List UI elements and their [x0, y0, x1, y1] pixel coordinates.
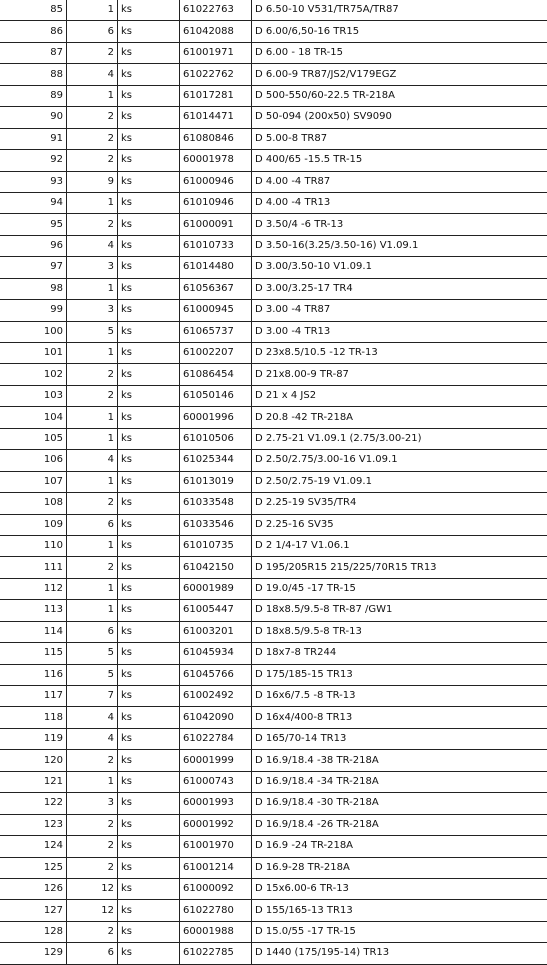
description-cell: D 16.9 -24 TR-218A [252, 836, 547, 857]
quantity-cell: 1 [67, 578, 118, 599]
table-row [0, 0, 547, 21]
description-cell: D 155/165-13 TR13 [252, 900, 547, 921]
row-number-cell: 123 [0, 814, 67, 835]
quantity-cell: 1 [67, 0, 118, 21]
description-cell: D 16x4/400-8 TR13 [252, 707, 547, 728]
table-row [0, 128, 547, 149]
table-row [0, 943, 547, 964]
description-cell: D 19.0/45 -17 TR-15 [252, 578, 547, 599]
row-number-cell: 89 [0, 85, 67, 106]
unit-cell: ks [118, 707, 180, 728]
description-cell: D 400/65 -15.5 TR-15 [252, 150, 547, 171]
unit-cell: ks [118, 128, 180, 149]
item-code-cell: 61017281 [180, 85, 252, 106]
table-row [0, 407, 547, 428]
description-cell: D 500-550/60-22.5 TR-218A [252, 85, 547, 106]
unit-cell: ks [118, 385, 180, 406]
unit-cell: ks [118, 150, 180, 171]
row-number-cell: 115 [0, 643, 67, 664]
row-number-cell: 98 [0, 278, 67, 299]
item-code-cell: 61010733 [180, 235, 252, 256]
unit-cell: ks [118, 300, 180, 321]
item-code-cell: 61022763 [180, 0, 252, 21]
item-code-cell: 60001988 [180, 921, 252, 942]
description-cell: D 5.00-8 TR87 [252, 128, 547, 149]
table-row [0, 514, 547, 535]
row-number-cell: 129 [0, 943, 67, 964]
quantity-cell: 9 [67, 171, 118, 192]
quantity-cell: 3 [67, 257, 118, 278]
table-row [0, 814, 547, 835]
unit-cell: ks [118, 107, 180, 128]
quantity-cell: 12 [67, 900, 118, 921]
unit-cell: ks [118, 364, 180, 385]
unit-cell: ks [118, 42, 180, 63]
row-number-cell: 111 [0, 557, 67, 578]
row-number-cell: 121 [0, 771, 67, 792]
unit-cell: ks [118, 278, 180, 299]
unit-cell: ks [118, 921, 180, 942]
description-cell: D 2.50/2.75-19 V1.09.1 [252, 471, 547, 492]
table-row [0, 450, 547, 471]
table-row [0, 686, 547, 707]
quantity-cell: 1 [67, 85, 118, 106]
quantity-cell: 2 [67, 364, 118, 385]
row-number-cell: 86 [0, 21, 67, 42]
description-cell: D 15.0/55 -17 TR-15 [252, 921, 547, 942]
item-code-cell: 60001989 [180, 578, 252, 599]
item-code-cell: 61000946 [180, 171, 252, 192]
quantity-cell: 1 [67, 192, 118, 213]
unit-cell: ks [118, 900, 180, 921]
quantity-cell: 2 [67, 814, 118, 835]
item-code-cell: 61080846 [180, 128, 252, 149]
unit-cell: ks [118, 664, 180, 685]
unit-cell: ks [118, 771, 180, 792]
unit-cell: ks [118, 0, 180, 21]
table-row [0, 471, 547, 492]
table-row [0, 771, 547, 792]
item-code-cell: 61022780 [180, 900, 252, 921]
quantity-cell: 2 [67, 493, 118, 514]
quantity-cell: 4 [67, 707, 118, 728]
table-row [0, 42, 547, 63]
description-cell: D 2 1/4-17 V1.06.1 [252, 535, 547, 556]
quantity-cell: 7 [67, 686, 118, 707]
description-cell: D 18x8.5/9.5-8 TR-87 /GW1 [252, 600, 547, 621]
table-row [0, 793, 547, 814]
unit-cell: ks [118, 750, 180, 771]
row-number-cell: 87 [0, 42, 67, 63]
unit-cell: ks [118, 857, 180, 878]
table-row [0, 557, 547, 578]
description-cell: D 50-094 (200x50) SV9090 [252, 107, 547, 128]
table-row [0, 707, 547, 728]
unit-cell: ks [118, 214, 180, 235]
table-row [0, 535, 547, 556]
quantity-cell: 1 [67, 343, 118, 364]
quantity-cell: 4 [67, 64, 118, 85]
unit-cell: ks [118, 578, 180, 599]
item-code-cell: 61000091 [180, 214, 252, 235]
quantity-cell: 2 [67, 214, 118, 235]
item-code-cell: 61045934 [180, 643, 252, 664]
item-code-cell: 61010735 [180, 535, 252, 556]
item-code-cell: 61010946 [180, 192, 252, 213]
row-number-cell: 104 [0, 407, 67, 428]
table-row [0, 150, 547, 171]
unit-cell: ks [118, 878, 180, 899]
description-cell: D 3.50-16(3.25/3.50-16) V1.09.1 [252, 235, 547, 256]
unit-cell: ks [118, 407, 180, 428]
table-row [0, 493, 547, 514]
description-cell: D 195/205R15 215/225/70R15 TR13 [252, 557, 547, 578]
quantity-cell: 1 [67, 278, 118, 299]
row-number-cell: 118 [0, 707, 67, 728]
quantity-cell: 2 [67, 857, 118, 878]
row-number-cell: 120 [0, 750, 67, 771]
unit-cell: ks [118, 428, 180, 449]
quantity-cell: 6 [67, 621, 118, 642]
quantity-cell: 2 [67, 42, 118, 63]
description-cell: D 2.25-16 SV35 [252, 514, 547, 535]
description-cell: D 3.00 -4 TR87 [252, 300, 547, 321]
description-cell: D 3.00/3.50-10 V1.09.1 [252, 257, 547, 278]
description-cell: D 16x6/7.5 -8 TR-13 [252, 686, 547, 707]
table-row [0, 343, 547, 364]
unit-cell: ks [118, 557, 180, 578]
unit-cell: ks [118, 643, 180, 664]
table-row [0, 921, 547, 942]
quantity-cell: 6 [67, 21, 118, 42]
item-code-cell: 61045766 [180, 664, 252, 685]
description-cell: D 2.25-19 SV35/TR4 [252, 493, 547, 514]
table-row [0, 857, 547, 878]
unit-cell: ks [118, 171, 180, 192]
description-cell: D 2.50/2.75/3.00-16 V1.09.1 [252, 450, 547, 471]
unit-cell: ks [118, 535, 180, 556]
quantity-cell: 5 [67, 321, 118, 342]
unit-cell: ks [118, 493, 180, 514]
row-number-cell: 119 [0, 728, 67, 749]
row-number-cell: 126 [0, 878, 67, 899]
row-number-cell: 122 [0, 793, 67, 814]
unit-cell: ks [118, 686, 180, 707]
item-code-cell: 61022785 [180, 943, 252, 964]
item-code-cell: 60001993 [180, 793, 252, 814]
unit-cell: ks [118, 450, 180, 471]
quantity-cell: 6 [67, 943, 118, 964]
item-code-cell: 61022762 [180, 64, 252, 85]
quantity-cell: 1 [67, 407, 118, 428]
row-number-cell: 101 [0, 343, 67, 364]
unit-cell: ks [118, 836, 180, 857]
table-row [0, 171, 547, 192]
row-number-cell: 93 [0, 171, 67, 192]
row-number-cell: 102 [0, 364, 67, 385]
unit-cell: ks [118, 600, 180, 621]
item-code-cell: 61000743 [180, 771, 252, 792]
table-row [0, 600, 547, 621]
description-cell: D 6.00 - 18 TR-15 [252, 42, 547, 63]
unit-cell: ks [118, 728, 180, 749]
description-cell: D 16.9/18.4 -34 TR-218A [252, 771, 547, 792]
quantity-cell: 1 [67, 428, 118, 449]
table-row [0, 64, 547, 85]
description-cell: D 165/70-14 TR13 [252, 728, 547, 749]
quantity-cell: 1 [67, 535, 118, 556]
description-cell: D 175/185-15 TR13 [252, 664, 547, 685]
unit-cell: ks [118, 192, 180, 213]
quantity-cell: 2 [67, 150, 118, 171]
item-code-cell: 61050146 [180, 385, 252, 406]
item-code-cell: 61042088 [180, 21, 252, 42]
description-cell: D 18x7-8 TR244 [252, 643, 547, 664]
unit-cell: ks [118, 621, 180, 642]
item-code-cell: 60001996 [180, 407, 252, 428]
description-cell: D 16.9/18.4 -30 TR-218A [252, 793, 547, 814]
item-code-cell: 61022784 [180, 728, 252, 749]
table-row [0, 621, 547, 642]
item-code-cell: 61002207 [180, 343, 252, 364]
unit-cell: ks [118, 85, 180, 106]
item-code-cell: 61003201 [180, 621, 252, 642]
quantity-cell: 2 [67, 750, 118, 771]
quantity-cell: 1 [67, 771, 118, 792]
item-code-cell: 61025344 [180, 450, 252, 471]
item-code-cell: 61014471 [180, 107, 252, 128]
row-number-cell: 90 [0, 107, 67, 128]
row-number-cell: 107 [0, 471, 67, 492]
unit-cell: ks [118, 471, 180, 492]
table-row [0, 750, 547, 771]
row-number-cell: 96 [0, 235, 67, 256]
table-row [0, 21, 547, 42]
unit-cell: ks [118, 64, 180, 85]
description-cell: D 3.00 -4 TR13 [252, 321, 547, 342]
quantity-cell: 2 [67, 557, 118, 578]
quantity-cell: 1 [67, 471, 118, 492]
row-number-cell: 99 [0, 300, 67, 321]
row-number-cell: 117 [0, 686, 67, 707]
table-row [0, 643, 547, 664]
table-row [0, 728, 547, 749]
item-code-cell: 61013019 [180, 471, 252, 492]
row-number-cell: 108 [0, 493, 67, 514]
quantity-cell: 3 [67, 300, 118, 321]
table-row [0, 428, 547, 449]
table-row [0, 214, 547, 235]
unit-cell: ks [118, 943, 180, 964]
table-row [0, 107, 547, 128]
quantity-cell: 2 [67, 836, 118, 857]
row-number-cell: 100 [0, 321, 67, 342]
quantity-cell: 1 [67, 600, 118, 621]
quantity-cell: 4 [67, 450, 118, 471]
row-number-cell: 97 [0, 257, 67, 278]
row-number-cell: 127 [0, 900, 67, 921]
row-number-cell: 125 [0, 857, 67, 878]
item-code-cell: 61014480 [180, 257, 252, 278]
item-code-cell: 61042090 [180, 707, 252, 728]
description-cell: D 3.50/4 -6 TR-13 [252, 214, 547, 235]
quantity-cell: 5 [67, 643, 118, 664]
quantity-cell: 2 [67, 385, 118, 406]
description-cell: D 4.00 -4 TR87 [252, 171, 547, 192]
description-cell: D 21 x 4 JS2 [252, 385, 547, 406]
unit-cell: ks [118, 514, 180, 535]
item-code-cell: 61001971 [180, 42, 252, 63]
description-cell: D 16.9-28 TR-218A [252, 857, 547, 878]
table-row [0, 321, 547, 342]
item-code-cell: 61042150 [180, 557, 252, 578]
item-code-cell: 61002492 [180, 686, 252, 707]
item-code-cell: 61056367 [180, 278, 252, 299]
row-number-cell: 94 [0, 192, 67, 213]
description-cell: D 20.8 -42 TR-218A [252, 407, 547, 428]
quantity-cell: 12 [67, 878, 118, 899]
quantity-cell: 5 [67, 664, 118, 685]
quantity-cell: 2 [67, 107, 118, 128]
table-row [0, 278, 547, 299]
table-row [0, 578, 547, 599]
item-code-cell: 61033548 [180, 493, 252, 514]
item-code-cell: 60001999 [180, 750, 252, 771]
description-cell: D 6.00-9 TR87/JS2/V179EGZ [252, 64, 547, 85]
row-number-cell: 106 [0, 450, 67, 471]
row-number-cell: 88 [0, 64, 67, 85]
item-code-cell: 61086454 [180, 364, 252, 385]
quantity-cell: 4 [67, 728, 118, 749]
item-code-cell: 61000945 [180, 300, 252, 321]
row-number-cell: 113 [0, 600, 67, 621]
item-code-cell: 61010506 [180, 428, 252, 449]
row-number-cell: 116 [0, 664, 67, 685]
description-cell: D 16.9/18.4 -26 TR-218A [252, 814, 547, 835]
description-cell: D 23x8.5/10.5 -12 TR-13 [252, 343, 547, 364]
unit-cell: ks [118, 343, 180, 364]
unit-cell: ks [118, 814, 180, 835]
item-code-cell: 61001214 [180, 857, 252, 878]
table-row [0, 235, 547, 256]
row-number-cell: 109 [0, 514, 67, 535]
description-cell: D 6.50-10 V531/TR75A/TR87 [252, 0, 547, 21]
row-number-cell: 110 [0, 535, 67, 556]
item-code-cell: 61000092 [180, 878, 252, 899]
row-number-cell: 114 [0, 621, 67, 642]
table-row [0, 85, 547, 106]
unit-cell: ks [118, 793, 180, 814]
row-number-cell: 85 [0, 0, 67, 21]
unit-cell: ks [118, 257, 180, 278]
table-row [0, 257, 547, 278]
description-cell: D 6.00/6,50-16 TR15 [252, 21, 547, 42]
quantity-cell: 2 [67, 921, 118, 942]
table-row [0, 900, 547, 921]
table-row [0, 364, 547, 385]
item-code-cell: 61005447 [180, 600, 252, 621]
row-number-cell: 124 [0, 836, 67, 857]
description-cell: D 15x6.00-6 TR-13 [252, 878, 547, 899]
table-row [0, 836, 547, 857]
description-cell: D 2.75-21 V1.09.1 (2.75/3.00-21) [252, 428, 547, 449]
row-number-cell: 91 [0, 128, 67, 149]
description-cell: D 18x8.5/9.5-8 TR-13 [252, 621, 547, 642]
table-row [0, 192, 547, 213]
description-cell: D 1440 (175/195-14) TR13 [252, 943, 547, 964]
quantity-cell: 3 [67, 793, 118, 814]
item-code-cell: 60001978 [180, 150, 252, 171]
item-code-cell: 61001970 [180, 836, 252, 857]
description-cell: D 16.9/18.4 -38 TR-218A [252, 750, 547, 771]
row-number-cell: 95 [0, 214, 67, 235]
row-number-cell: 92 [0, 150, 67, 171]
unit-cell: ks [118, 21, 180, 42]
description-cell: D 4.00 -4 TR13 [252, 192, 547, 213]
unit-cell: ks [118, 235, 180, 256]
quantity-cell: 4 [67, 235, 118, 256]
unit-cell: ks [118, 321, 180, 342]
row-number-cell: 128 [0, 921, 67, 942]
quantity-cell: 6 [67, 514, 118, 535]
item-code-cell: 61065737 [180, 321, 252, 342]
table-row [0, 300, 547, 321]
row-number-cell: 105 [0, 428, 67, 449]
item-code-cell: 60001992 [180, 814, 252, 835]
table-row [0, 385, 547, 406]
row-number-cell: 112 [0, 578, 67, 599]
quantity-cell: 2 [67, 128, 118, 149]
table-row [0, 878, 547, 899]
table-row [0, 664, 547, 685]
item-code-cell: 61033546 [180, 514, 252, 535]
description-cell: D 3.00/3.25-17 TR4 [252, 278, 547, 299]
description-cell: D 21x8.00-9 TR-87 [252, 364, 547, 385]
row-number-cell: 103 [0, 385, 67, 406]
